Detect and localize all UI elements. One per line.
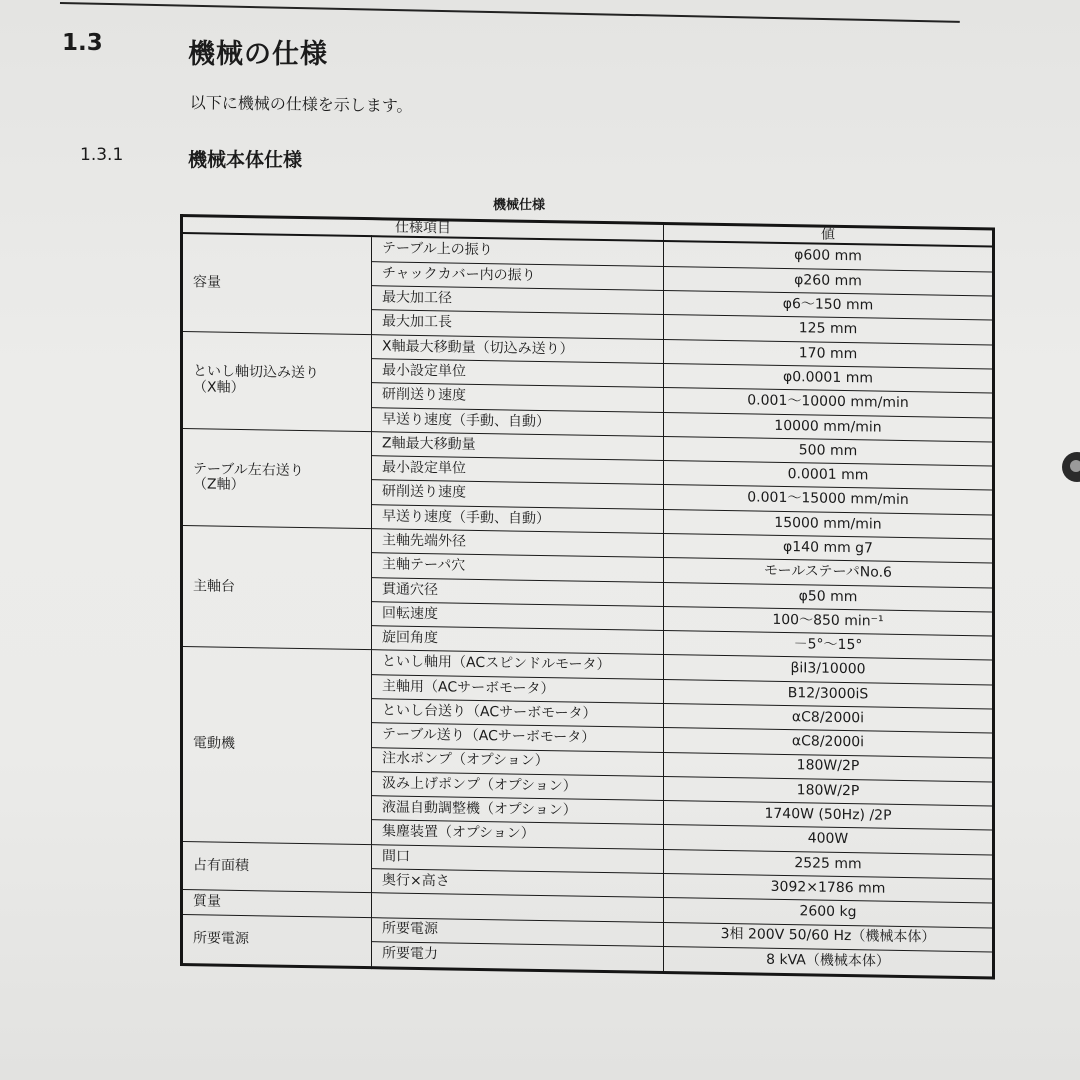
- item-cell: 最大加工長: [372, 310, 664, 339]
- value-cell: 2600 kg: [664, 898, 994, 928]
- group-label: 質量: [182, 890, 372, 917]
- item-cell: 奥行×高さ: [372, 869, 664, 898]
- item-cell: 研削送り速度: [372, 480, 664, 509]
- spec-table: [180, 214, 995, 980]
- item-cell: といし軸用（ACスピンドルモータ）: [372, 650, 664, 679]
- value-cell: 3相 200V 50/60 Hz（機械本体）: [664, 922, 994, 952]
- value-cell: αC8/2000i: [664, 704, 994, 734]
- value-cell: モールステーパNo.6: [664, 558, 994, 588]
- value-cell: 8 kVA（機械本体）: [664, 946, 994, 978]
- item-cell: 所要電力: [372, 941, 664, 972]
- value-cell: 170 mm: [664, 339, 994, 369]
- value-cell: 0.001～15000 mm/min: [664, 485, 994, 515]
- group-label: といし軸切込み送り （X軸）: [182, 331, 372, 431]
- table-body: [182, 233, 994, 978]
- top-rule: [60, 2, 960, 23]
- value-cell: B12/3000iS: [664, 679, 994, 709]
- value-cell: 1740W (50Hz) /2P: [664, 801, 994, 831]
- value-cell: φ50 mm: [664, 582, 994, 612]
- table-caption: 機械仕様: [493, 198, 546, 213]
- item-cell: 最小設定単位: [372, 456, 664, 485]
- item-cell: 回転速度: [372, 602, 664, 631]
- item-cell: 旋回角度: [372, 626, 664, 655]
- value-cell: φ140 mm g7: [664, 534, 994, 564]
- subsection-number: 1.3.1: [80, 145, 124, 165]
- item-cell: チャックカバー内の振り: [372, 262, 664, 291]
- item-cell: 所要電源: [372, 917, 664, 946]
- item-cell: 早送り速度（手動、自動）: [372, 504, 664, 533]
- header-item: 仕様項目: [182, 216, 664, 242]
- group-label: テーブル左右送り （Z軸）: [182, 428, 372, 528]
- item-cell: 液温自動調整機（オプション）: [372, 796, 664, 825]
- item-cell: 主軸用（ACサーボモータ）: [372, 674, 664, 703]
- group-label: 電動機: [182, 647, 372, 844]
- value-cell: φ600 mm: [664, 241, 994, 272]
- header-value: 値: [664, 224, 994, 247]
- item-cell: 主軸テーパ穴: [372, 553, 664, 582]
- item-cell: 間口: [372, 844, 664, 873]
- value-cell: －5°～15°: [664, 631, 994, 661]
- value-cell: 500 mm: [664, 436, 994, 466]
- value-cell: βiI3/10000: [664, 655, 994, 685]
- subsection-title: 機械本体仕様: [188, 149, 303, 171]
- item-cell: 貫通穴径: [372, 577, 664, 606]
- item-cell: テーブル送り（ACサーボモータ）: [372, 723, 664, 752]
- value-cell: φ6～150 mm: [664, 291, 994, 321]
- value-cell: 0.001～10000 mm/min: [664, 388, 994, 418]
- item-cell: といし台送り（ACサーボモータ）: [372, 699, 664, 728]
- item-cell: 最小設定単位: [372, 359, 664, 388]
- value-cell: 125 mm: [664, 315, 994, 345]
- item-cell: Z軸最大移動量: [372, 432, 664, 461]
- item-cell: 注水ポンプ（オプション）: [372, 747, 664, 776]
- value-cell: φ0.0001 mm: [664, 364, 994, 394]
- group-label: 占有面積: [182, 841, 372, 893]
- value-cell: αC8/2000i: [664, 728, 994, 758]
- item-cell: 早送り速度（手動、自動）: [372, 407, 664, 436]
- item-cell: 最大加工径: [372, 286, 664, 315]
- section-intro: 以下に機械の仕様を示します。: [189, 92, 413, 116]
- value-cell: 3092×1786 mm: [664, 873, 994, 903]
- value-cell: φ260 mm: [664, 266, 994, 296]
- item-cell: 汲み上げポンプ（オプション）: [372, 772, 664, 801]
- item-cell: 集塵装置（オプション）: [372, 820, 664, 849]
- value-cell: 0.0001 mm: [664, 461, 994, 491]
- value-cell: 15000 mm/min: [664, 509, 994, 539]
- value-cell: 180W/2P: [664, 752, 994, 782]
- group-label: 容量: [182, 233, 372, 334]
- value-cell: 2525 mm: [664, 849, 994, 879]
- value-cell: 400W: [664, 825, 994, 855]
- value-cell: 10000 mm/min: [664, 412, 994, 442]
- section-title: 機械の仕様: [188, 39, 328, 70]
- group-label: 主軸台: [182, 526, 372, 651]
- binder-hole-inner: [1070, 460, 1080, 472]
- value-cell: 180W/2P: [664, 776, 994, 806]
- item-cell: 主軸先端外径: [372, 529, 664, 558]
- item-cell: 研削送り速度: [372, 383, 664, 412]
- section-number: 1.3: [62, 30, 103, 56]
- item-cell: X軸最大移動量（切込み送り）: [372, 334, 664, 363]
- group-label: 所要電源: [182, 914, 372, 968]
- item-cell: テーブル上の振り: [372, 237, 664, 267]
- value-cell: 100～850 min⁻¹: [664, 606, 994, 636]
